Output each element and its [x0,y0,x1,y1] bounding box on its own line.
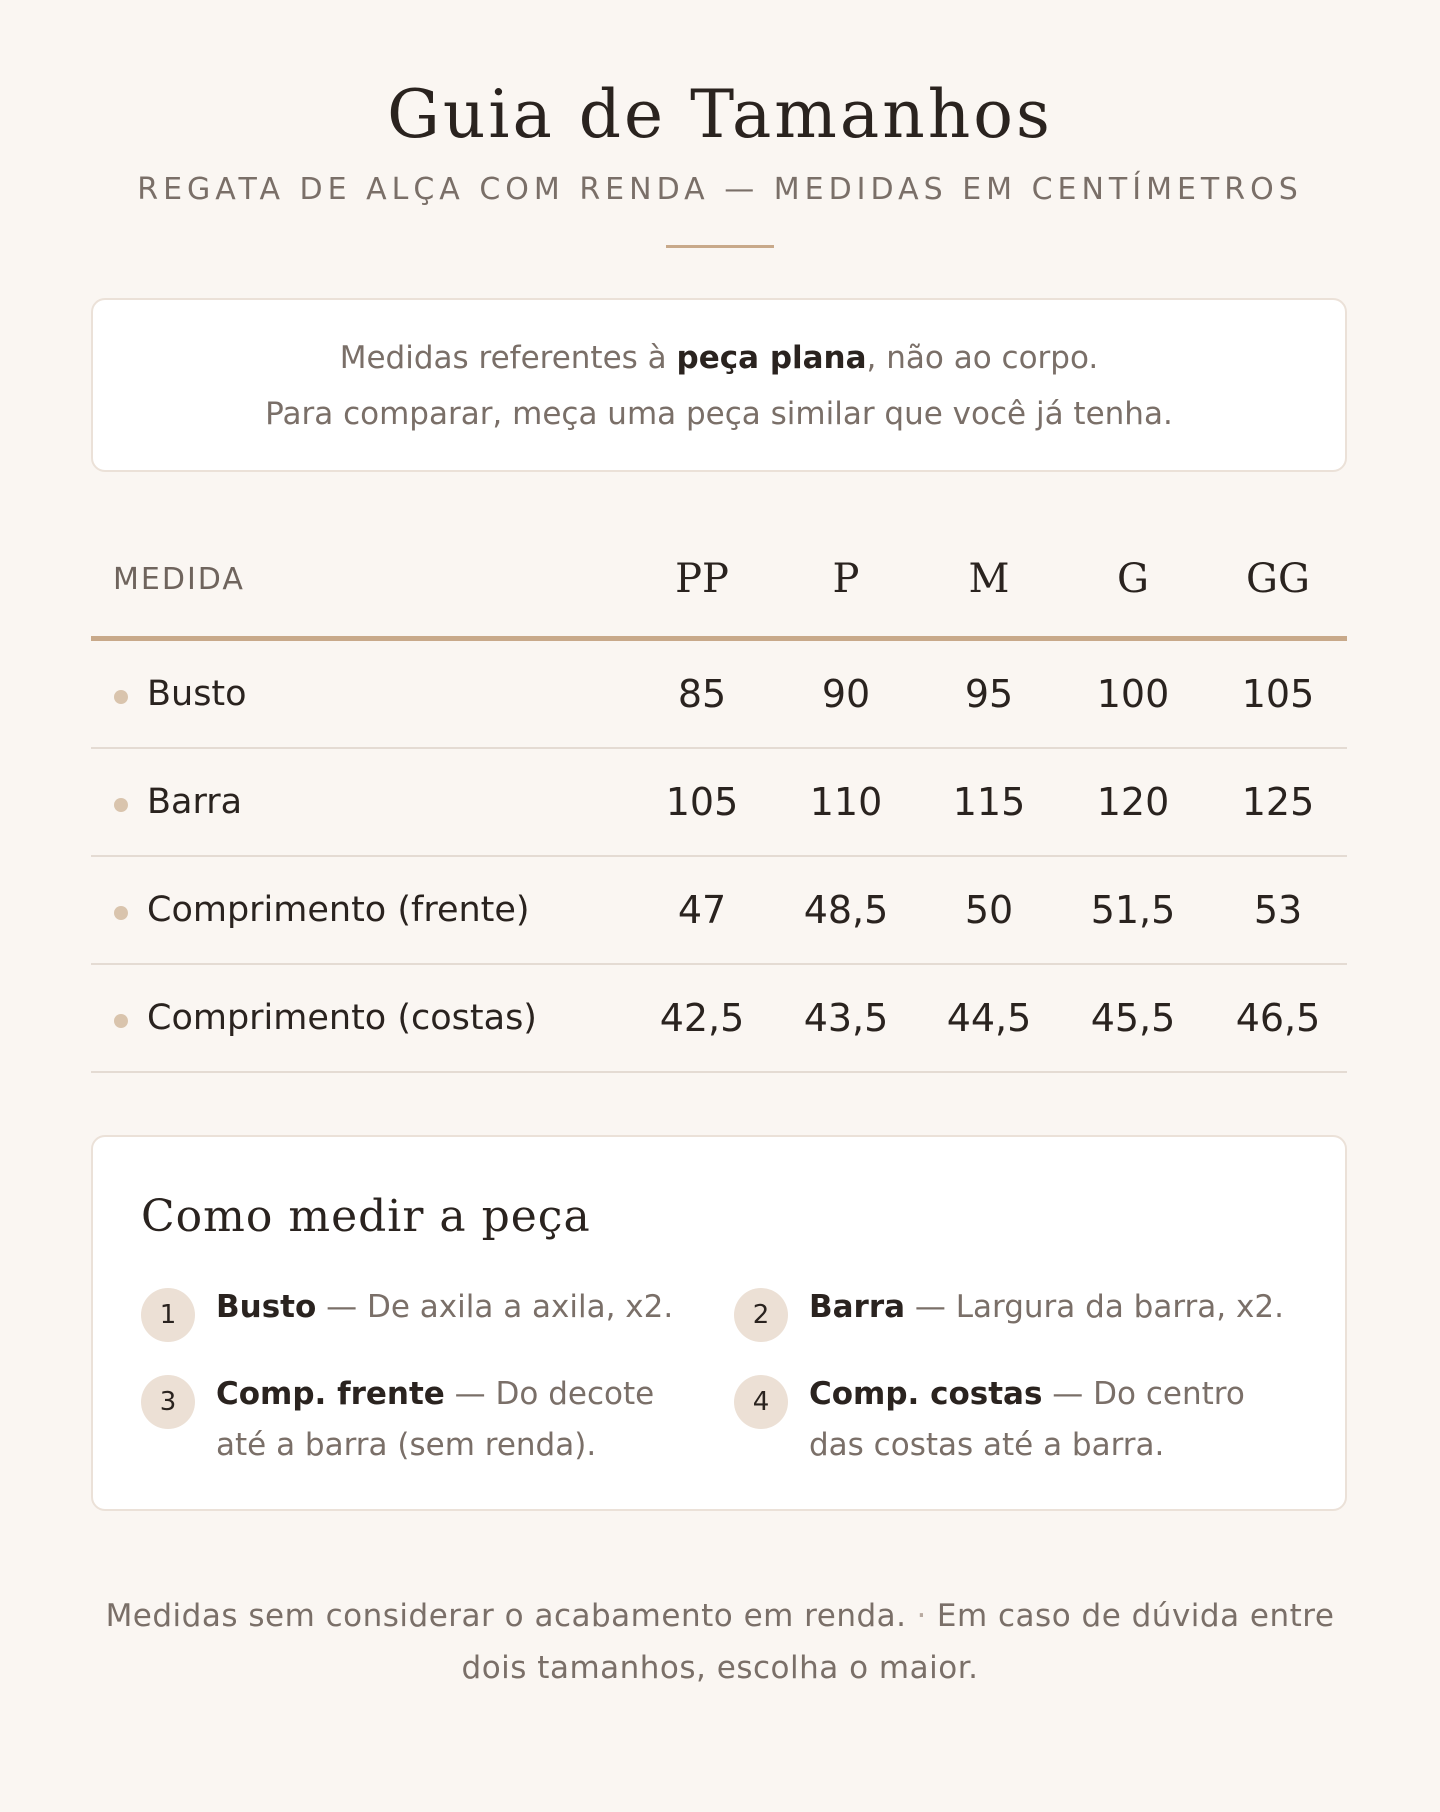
step-description: — Do decote até a barra (sem renda). [216,1376,655,1463]
step-term: Barra [809,1289,906,1325]
column-header-size: G [1117,556,1149,602]
column-header-measure: MEDIDA [113,562,245,597]
table-cell: 47 [677,888,727,932]
table-cell: 48,5 [803,888,889,932]
column-header-size: M [968,556,1010,602]
step-description: — Do centro das costas até a barra. [809,1376,1245,1463]
row-label: Comprimento (frente) [147,890,530,930]
table-cell: 120 [1096,780,1170,824]
step-term: Busto [216,1289,317,1325]
row-label: Busto [147,674,247,714]
step-text [809,1282,1289,1333]
bullet-dot-icon [114,690,128,704]
page-title: Guia de Tamanhos [387,76,1053,153]
note-text-before: Medidas referentes à [339,340,677,376]
step-description: — Largura da barra, x2. [905,1289,1284,1325]
table-cell: 105 [1241,672,1315,716]
table-cell: 125 [1241,780,1315,824]
step-term: Comp. frente [216,1376,445,1412]
footer-separator: · [916,1598,927,1634]
table-cell: 100 [1096,672,1170,716]
note-line-2: Para comparar, meça uma peça similar que você já tenha. [265,396,1173,432]
flat-measure-note [91,298,1347,472]
table-cell: 53 [1253,888,1303,932]
table-cell: 95 [964,672,1014,716]
footer-note [100,1590,1340,1694]
table-row [91,857,1347,965]
step-description: — De axila a axila, x2. [316,1289,674,1325]
size-table [91,528,1347,1073]
table-cell: 105 [665,780,739,824]
table-cell: 110 [809,780,883,824]
table-cell: 85 [677,672,727,716]
table-cell: 42,5 [659,996,745,1040]
column-header-size: GG [1246,556,1310,602]
how-to-measure-card [91,1135,1347,1511]
note-text-after: , não ao corpo. [866,340,1099,376]
step-number-badge: 4 [734,1375,788,1429]
table-cell: 44,5 [946,996,1032,1040]
bullet-dot-icon [114,798,128,812]
table-cell: 115 [952,780,1026,824]
step-text [216,1369,696,1471]
table-cell: 43,5 [803,996,889,1040]
table-cell: 45,5 [1090,996,1176,1040]
step-number-badge: 3 [141,1375,195,1429]
bullet-dot-icon [114,906,128,920]
column-header-size: P [832,556,860,602]
table-cell: 46,5 [1235,996,1321,1040]
note-emphasis: peça plana [676,340,867,376]
row-label: Comprimento (costas) [147,998,537,1038]
column-header-size: PP [675,556,729,602]
bullet-dot-icon [114,1014,128,1028]
footer-part-1: Medidas sem considerar o acabamento em renda. [105,1598,907,1634]
row-label: Barra [147,782,243,822]
footer-part-2: Em caso de dúvida entre dois tamanhos, escolha o maior. [461,1598,1335,1686]
step-number-badge: 2 [734,1288,788,1342]
step-number-badge: 1 [141,1288,195,1342]
table-row [91,965,1347,1073]
page-subtitle: REGATA DE ALÇA COM RENDA — MEDIDAS EM CENTÍMETROS [137,172,1303,207]
table-cell: 51,5 [1090,888,1176,932]
note-line-1 [93,330,1345,386]
step-text [809,1369,1289,1471]
how-to-measure-title: Como medir a peça [141,1191,591,1242]
table-header [91,528,1347,641]
table-row [91,641,1347,749]
table-cell: 50 [964,888,1014,932]
header-divider [666,245,774,248]
table-cell: 90 [821,672,871,716]
table-row [91,749,1347,857]
step-term: Comp. costas [809,1376,1043,1412]
step-text [216,1282,696,1333]
